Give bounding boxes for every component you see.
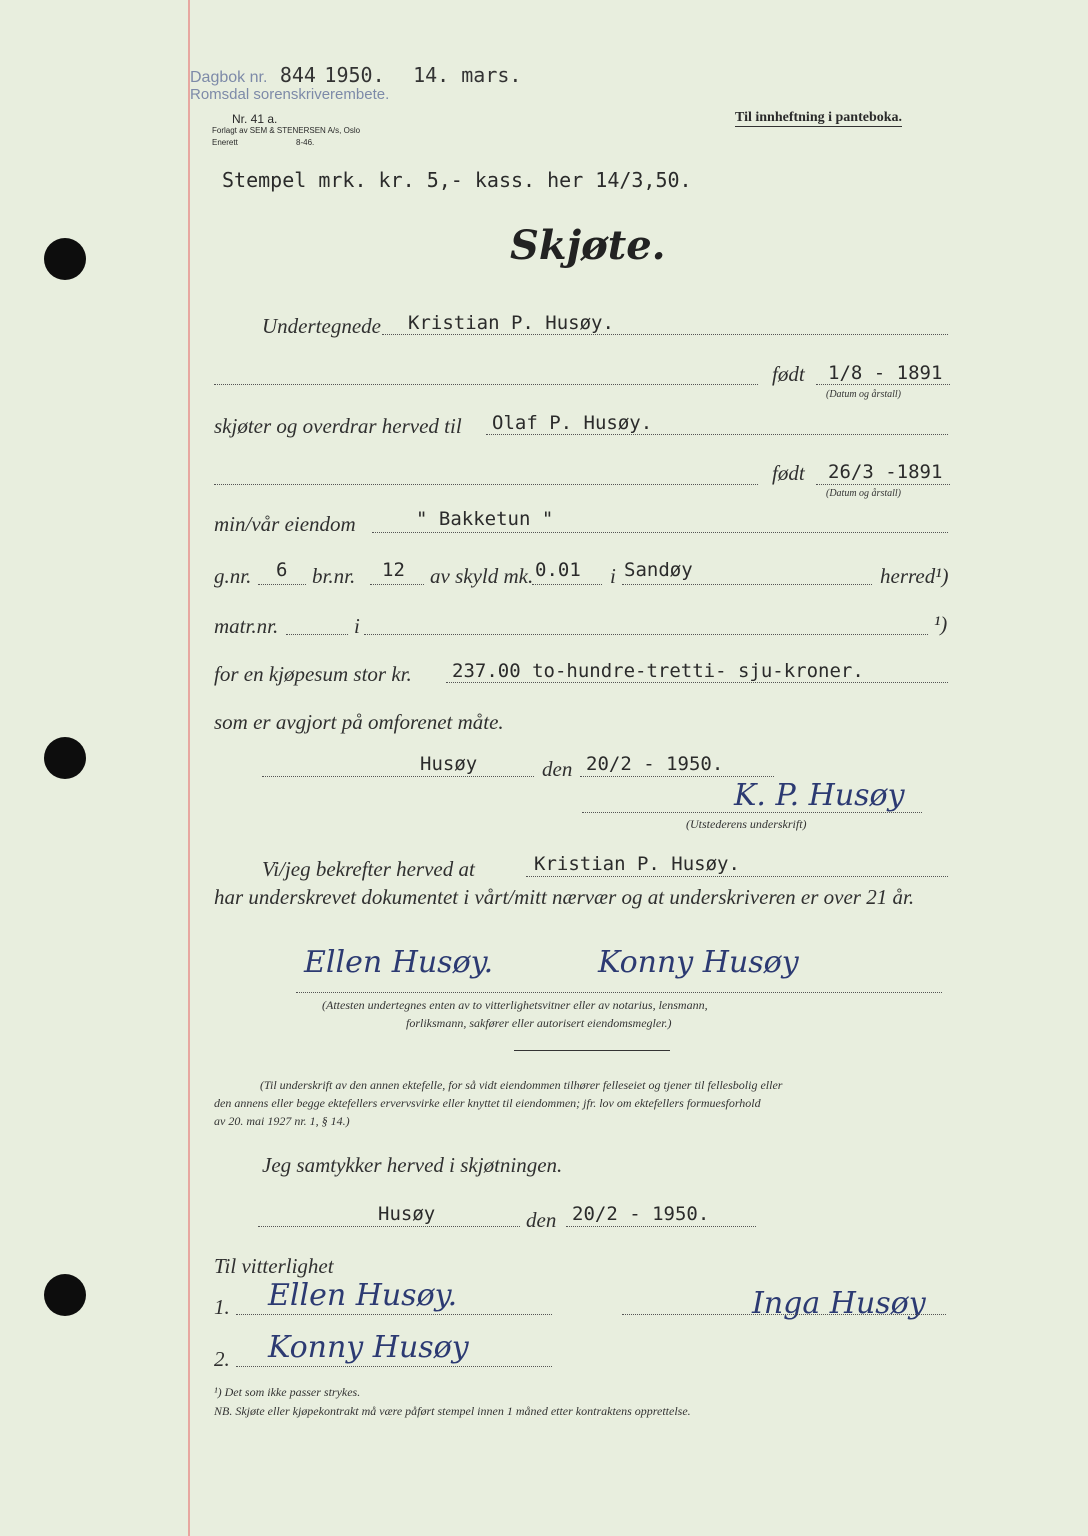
dotted-line <box>236 1314 552 1315</box>
dotted-line <box>258 584 306 585</box>
dotted-line <box>236 1366 552 1367</box>
dotted-line <box>622 584 872 585</box>
margin-line <box>188 0 190 1536</box>
attest-note-1: (Attesten undertegnes enten av to vitterlighetsvitner eller av notarius, lensmann, <box>322 998 708 1012</box>
office-stamp: Romsdal sorenskriverembete. <box>190 86 390 103</box>
skjoter-label: skjøter og overdrar herved til <box>214 414 462 438</box>
vitterlighet-witness-1: Ellen Husøy. <box>268 1278 458 1313</box>
dotted-line <box>446 682 948 683</box>
dotted-line <box>622 1314 946 1315</box>
brnr-label: br.nr. <box>312 564 356 588</box>
punch-hole <box>44 737 86 779</box>
dotted-line <box>296 992 942 993</box>
dotted-line <box>526 876 948 877</box>
matr-label: matr.nr. <box>214 614 279 638</box>
form-number: Nr. 41 a. <box>232 112 278 126</box>
matr-end: ¹) <box>934 612 948 636</box>
spouse-place: Husøy <box>378 1203 436 1225</box>
dotted-line <box>372 532 948 533</box>
witness-signature-1: Ellen Husøy. <box>304 945 494 980</box>
spouse-note-2: den annens eller begge ektefellers ervervsvirke eller knyttet til eiendommen; jfr. lov om ektefellers formuesforhold <box>214 1096 761 1110</box>
herred-value: Sandøy <box>624 559 693 581</box>
dotted-line <box>580 776 774 777</box>
vitterlighet-witness-2: Konny Husøy <box>268 1330 469 1365</box>
dagbok-label: Dagbok nr. <box>190 69 268 86</box>
dagbok-year: 1950. <box>324 63 385 87</box>
undertegnede-label: Undertegnede <box>262 314 381 338</box>
witness-number-1: 1. <box>214 1295 230 1319</box>
dotted-line <box>214 384 758 385</box>
dotted-line <box>532 584 602 585</box>
herred-label: herred¹) <box>880 564 949 588</box>
skyld-value: 0.01 <box>535 559 581 581</box>
datum-hint-1: (Datum og årstall) <box>826 389 901 400</box>
signature-caption: (Utstederens underskrift) <box>686 817 807 831</box>
dotted-line <box>286 634 348 635</box>
dagbok-date: 14. mars. <box>413 63 522 87</box>
header-right: Til innheftning i panteboka. <box>735 110 903 125</box>
fodt-label-1: født <box>772 362 805 386</box>
skyld-label: av skyld mk. <box>430 564 534 588</box>
footnote-nb: NB. Skjøte eller kjøpekontrakt må være påført stempel innen 1 måned etter kontraktens opprettelse. <box>214 1404 691 1418</box>
spouse-date: 20/2 - 1950. <box>572 1203 710 1225</box>
form-edition: 8-46. <box>296 138 315 147</box>
attest-note-2: forliksmann, sakfører eller autorisert eiendomsmegler.) <box>406 1016 672 1030</box>
form-publisher: Forlagt av SEM & STENERSEN A/s, Oslo <box>212 126 361 135</box>
dotted-line <box>816 484 950 485</box>
dotted-line <box>364 634 928 635</box>
date-1: 20/2 - 1950. <box>586 753 724 775</box>
witness-signature-2: Konny Husøy <box>598 945 799 980</box>
form-exclusive-label: Enerett <box>212 138 238 147</box>
dotted-line <box>566 1226 756 1227</box>
footnote-1: ¹) Det som ikke passer strykes. <box>214 1385 361 1399</box>
spouse-den-label: den <box>526 1208 557 1232</box>
fodt-label-2: født <box>772 461 805 485</box>
dotted-line <box>816 384 950 385</box>
kjopesum-value: 237.00 to-hundre-tretti- sju-kroner. <box>452 660 864 682</box>
dotted-line <box>582 812 922 813</box>
spouse-note-1: (Til underskrift av den annen ektefelle, for så vidt eiendommen tilhører felleseiet og tjener til fellesbolig eller <box>260 1078 783 1092</box>
fodt-value-2: 26/3 -1891 <box>828 461 943 483</box>
witness-number-2: 2. <box>214 1347 230 1371</box>
dotted-line <box>370 584 424 585</box>
spouse-signature: Inga Husøy <box>752 1286 926 1321</box>
stamp-fee: Stempel mrk. kr. 5,- kass. her 14/3,50. <box>222 168 692 192</box>
skjoter-value: Olaf P. Husøy. <box>492 412 653 434</box>
avgjort-text: som er avgjort på omforenet måte. <box>214 710 504 734</box>
spouse-note-3: av 20. mai 1927 nr. 1, § 14.) <box>214 1114 350 1128</box>
dotted-line <box>258 1226 520 1227</box>
place-1: Husøy <box>420 753 478 775</box>
vitterlighet-label: Til vitterlighet <box>214 1254 334 1278</box>
dotted-line <box>486 434 948 435</box>
gnr-value: 6 <box>276 559 288 581</box>
kjopesum-label: for en kjøpesum stor kr. <box>214 662 412 686</box>
eiendom-label: min/vår eiendom <box>214 512 356 536</box>
consent-text: Jeg samtykker herved i skjøtningen. <box>262 1153 563 1177</box>
punch-hole <box>44 238 86 280</box>
page-title: Skjøte. <box>510 222 666 269</box>
dagbok-stamp <box>190 63 521 87</box>
brnr-value: 12 <box>382 559 405 581</box>
divider <box>514 1050 670 1051</box>
issuer-signature: K. P. Husøy <box>734 778 905 813</box>
eiendom-value: " Bakketun " <box>416 508 554 530</box>
confirm-label: Vi/jeg bekrefter herved at <box>262 857 475 881</box>
den-label-1: den <box>542 757 573 781</box>
dotted-line <box>262 776 534 777</box>
confirm-line2: har underskrevet dokumentet i vårt/mitt nærvær og at underskriveren er over 21 år. <box>214 885 915 909</box>
dotted-line <box>382 334 948 335</box>
i-label: i <box>610 564 616 588</box>
gnr-label: g.nr. <box>214 564 252 588</box>
undertegnede-value: Kristian P. Husøy. <box>408 312 614 334</box>
form-exclusive <box>212 138 314 147</box>
punch-hole <box>44 1274 86 1316</box>
dotted-line <box>214 484 758 485</box>
confirm-value: Kristian P. Husøy. <box>534 853 740 875</box>
fodt-value-1: 1/8 - 1891 <box>828 362 943 384</box>
dagbok-number: 844 <box>279 63 316 87</box>
matr-i-label: i <box>354 614 360 638</box>
datum-hint-2: (Datum og årstall) <box>826 488 901 499</box>
